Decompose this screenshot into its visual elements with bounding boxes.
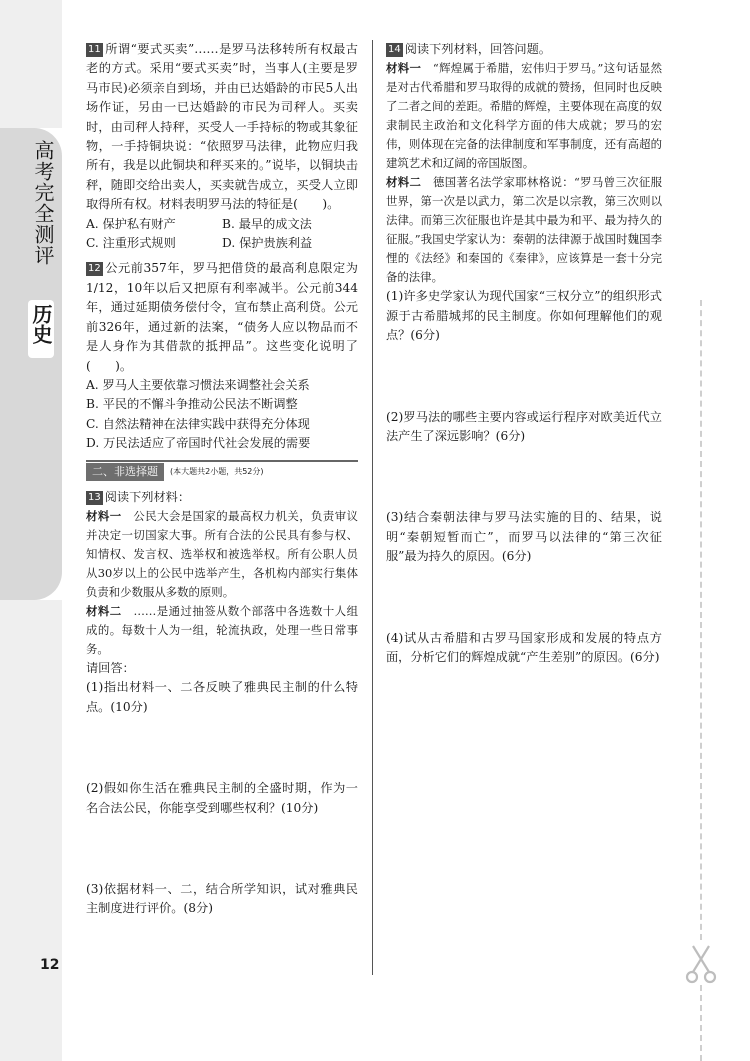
option-d[interactable]: D. 万民法适应了帝国时代社会发展的需要 (86, 436, 311, 451)
answer-space[interactable] (386, 446, 662, 508)
right-column (386, 40, 662, 673)
answer-space[interactable] (386, 567, 662, 629)
column-divider (372, 40, 373, 975)
option-b[interactable]: B. 平民的不懈斗争推动公民法不断调整 (86, 397, 298, 412)
question-intro: 阅读下列材料： (104, 489, 191, 504)
question-13 (86, 488, 358, 919)
material-2: 材料二 ……是通过抽签从数个部落中各选数十人组成的。每数十人为一组，轮流执政，处理一些日常事务。 (86, 603, 358, 656)
option-a[interactable]: A. 罗马人主要依靠习惯法来调整社会关系 (86, 377, 310, 392)
section-header (86, 460, 358, 482)
sub-question-1: (1)许多史学家认为现代国家“三权分立”的组织形式源于古希腊城邦的民主制度。你如何理解他们的观点？(6分) (386, 289, 662, 343)
question-number: 11 (88, 44, 101, 55)
material-2: 材料二 德国著名法学家耶林格说：“罗马曾三次征服世界，第一次是以武力，第二次是以宗教，第三次则以法律。而第三次征服也许是其中最为和平、最为持久的征服。”我国史学家认为：秦朝的法律源于战国时魏国李悝的《法经》和秦国的《秦律》，应该算是一套十分完备的法律。 (386, 175, 662, 285)
sub-question-1: (1)指出材料一、二各反映了雅典民主制的什么特点。(10分) (86, 680, 358, 714)
answer-space[interactable] (86, 818, 358, 880)
answer-space[interactable] (386, 346, 662, 408)
question-text: 所谓“要式买卖”……是罗马法移转所有权最古老的方式。采用“要式买卖”时，当事人(主要是罗马市民)必须亲自到场，并由已达婚龄的市民5人出场作证，另由一已达婚龄的市民为司秤人。买卖时，由司秤人持秤，买受人一手持标的物或其象征物，一手持铜块说：“依照罗马法律，此物应归我所有，我是以此铜块和秤买来的。”说毕，以铜块击秤，随即交给出卖人，买卖就告成立，买受人立即取得所有权。材料表明罗马法的特征是( )。 (86, 42, 358, 212)
question-intro: 阅读下列材料，回答问题。 (404, 42, 551, 56)
question-number: 13 (88, 491, 101, 503)
question-14 (386, 40, 662, 667)
material-1: 材料一 “辉煌属于希腊，宏伟归于罗马。”这句话显然是对古代希腊和罗马取得的成就的赞扬，但同时也反映了二者之间的差距。希腊的辉煌，主要体现在高度的奴隶制民主政治和文化科学方面的伟大成就；罗马的宏伟，则体现在完备的法律制度和军事制度，还有高超的建筑艺术和辽阔的帝国版图。 (386, 61, 662, 171)
sub-question-2: (2)罗马法的哪些主要内容或运行程序对欧美近代立法产生了深远影响？(6分) (386, 409, 662, 444)
side-margin-bottom (0, 600, 62, 1061)
material-1: 材料一 公民大会是国家的最高权力机关，负责审议并决定一切国家大事。所有合法的公民具有参与权、知情权、发言权、选举权和被选举权。所有公职人员从30岁以上的公民中选举产生，各机构内部实行集体负责和少数服从多数的原则。 (86, 508, 358, 599)
page-number: 12 (40, 957, 60, 973)
ask-label: 请回答： (86, 660, 135, 675)
answer-space[interactable] (86, 717, 358, 779)
option-a[interactable]: A. 保护私有财产 (86, 216, 176, 231)
section-note: (本大题共2小题，共52分) (170, 466, 264, 476)
question-text: 公元前357年，罗马把借贷的最高利息限定为1/12，10年以后又把原有利率减半。公元前344年，通过延期债务偿付令，宣布禁止高利贷。公元前326年，通过新的法案，“债务人应以物品而不是人身作为其借款的抵押品”。这些变化说明了( )。 (86, 261, 358, 373)
section-label: 二、非选择题 (86, 463, 164, 481)
sub-question-4: (4)试从古希腊和古罗马国家形成和发展的特点方面，分析它们的辉煌成就“产生差别”的原因。(6分) (386, 630, 662, 665)
question-number: 14 (388, 44, 401, 55)
cut-line (700, 985, 702, 1061)
series-title: 高考完全测评 (31, 140, 55, 266)
sub-question-2: (2)假如你生活在雅典民主制的全盛时期，作为一名合法公民，你能享受到哪些权利？(10分) (86, 781, 358, 815)
option-c[interactable]: C. 注重形式规则 (86, 236, 176, 251)
option-c[interactable]: C. 自然法精神在法律实践中获得充分体现 (86, 416, 310, 431)
scissors-icon (684, 944, 718, 984)
sub-question-3: (3)结合秦朝法律与罗马法实施的目的、结果，说明“秦朝短暂而亡”，而罗马以法律的“第三次征服”最为持久的原因。(6分) (386, 510, 662, 564)
left-column (86, 40, 358, 925)
question-number: 12 (88, 263, 101, 275)
subject-label: 历史 (28, 300, 54, 358)
option-b[interactable]: B. 最早的成文法 (222, 216, 312, 231)
side-margin-top (0, 0, 62, 128)
cut-line (700, 300, 702, 940)
option-d[interactable]: D. 保护贵族利益 (222, 236, 313, 251)
sub-question-3: (3)依据材料一、二，结合所学知识，试对雅典民主制度进行评价。(8分) (86, 881, 358, 916)
question-11 (86, 40, 358, 253)
question-12 (86, 259, 358, 453)
